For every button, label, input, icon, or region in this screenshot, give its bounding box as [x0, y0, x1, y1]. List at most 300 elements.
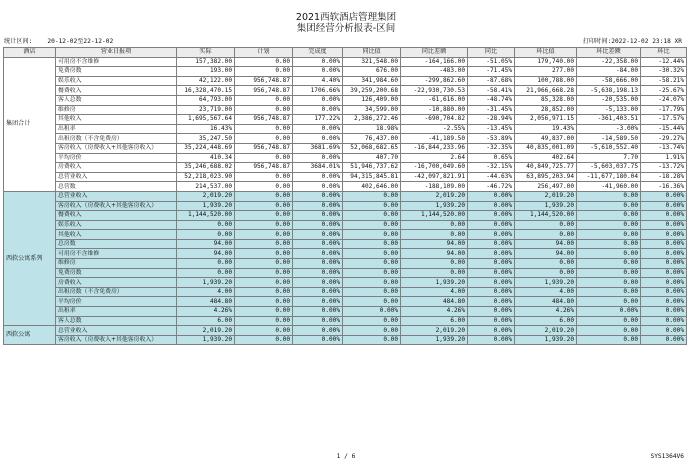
- cell-value: 0.00: [401, 268, 468, 278]
- cell-value: -58.41%: [468, 86, 515, 96]
- cell-value: 0.00%: [468, 191, 515, 201]
- cell-value: 0.00%: [293, 105, 343, 115]
- cell-value: 2,019.20: [401, 191, 468, 201]
- row-item-label: 免费房数: [56, 67, 177, 77]
- cell-value: -42,097,821.91: [401, 172, 468, 182]
- cell-value: 0.00: [577, 211, 641, 221]
- cell-value: 4.26%: [515, 307, 577, 317]
- cell-value: 34,599.00: [343, 105, 401, 115]
- row-item-label: 维修房: [56, 259, 177, 269]
- report-table: [3, 47, 687, 345]
- row-item-label: 出租率: [56, 307, 177, 317]
- group-collection-total: [4, 57, 687, 191]
- table-row: [4, 182, 687, 192]
- row-item-label: 客房收入（房费收入+其他客房收入）: [56, 201, 177, 211]
- cell-value: 0.00: [235, 230, 293, 240]
- row-item-label: 餐费收入: [56, 86, 177, 96]
- cell-value: 6.00: [401, 316, 468, 326]
- cell-value: 0.00%: [468, 278, 515, 288]
- cell-value: 0.00: [577, 191, 641, 201]
- cell-value: 0.00: [577, 230, 641, 240]
- column-header: 环比差额: [577, 48, 641, 58]
- cell-value: 0.00%: [468, 297, 515, 307]
- cell-value: 1,144,520.00: [177, 211, 235, 221]
- cell-value: 51,946,737.62: [343, 163, 401, 173]
- cell-value: 0.00%: [293, 278, 343, 288]
- cell-value: 0.00%: [641, 249, 687, 259]
- table-row: [4, 57, 687, 67]
- row-item-label: 其他收入: [56, 115, 177, 125]
- cell-value: -61,616.00: [401, 95, 468, 105]
- cell-value: 0.00: [235, 105, 293, 115]
- cell-value: 1,144,520.00: [401, 211, 468, 221]
- cell-value: 0.00: [177, 268, 235, 278]
- table-row: [4, 124, 687, 134]
- cell-value: 956,748.87: [235, 163, 293, 173]
- cell-value: 6.00: [515, 316, 577, 326]
- cell-value: 0.00: [343, 249, 401, 259]
- cell-value: 0.00: [577, 249, 641, 259]
- cell-value: 177.22%: [293, 115, 343, 125]
- cell-value: 16,328,470.15: [177, 86, 235, 96]
- cell-value: 42,122.00: [177, 76, 235, 86]
- cell-value: 40,835,001.09: [515, 143, 577, 153]
- cell-value: 0.00: [577, 201, 641, 211]
- cell-value: 6.00: [177, 316, 235, 326]
- cell-value: 1,939.20: [177, 201, 235, 211]
- cell-value: 0.00: [235, 124, 293, 134]
- cell-value: 1,939.20: [401, 278, 468, 288]
- table-row: [4, 259, 687, 269]
- report-subtitle: 集团经营分析报表-区间: [296, 23, 396, 34]
- cell-value: 2,019.20: [177, 191, 235, 201]
- table-row: [4, 86, 687, 96]
- column-header: 环比值: [515, 48, 577, 58]
- cell-value: 0.00%: [293, 326, 343, 336]
- cell-value: 1,939.20: [401, 335, 468, 345]
- cell-value: -46.72%: [468, 182, 515, 192]
- cell-value: 0.00: [235, 153, 293, 163]
- cell-value: -14,589.50: [577, 134, 641, 144]
- cell-value: 4.26%: [177, 307, 235, 317]
- table-row: [4, 297, 687, 307]
- cell-value: 676.00: [343, 67, 401, 77]
- cell-value: 1,939.20: [515, 278, 577, 288]
- cell-value: 0.00%: [641, 307, 687, 317]
- cell-value: 94.00: [401, 239, 468, 249]
- cell-value: 1,939.20: [401, 201, 468, 211]
- cell-value: 94.00: [515, 239, 577, 249]
- cell-value: 0.00: [343, 297, 401, 307]
- cell-value: 0.00: [577, 316, 641, 326]
- cell-value: 0.00: [343, 191, 401, 201]
- table-row: [4, 211, 687, 221]
- cell-value: 0.65%: [468, 153, 515, 163]
- cell-value: 64,793.00: [177, 95, 235, 105]
- row-item-label: 总房数: [56, 239, 177, 249]
- cell-value: -30.32%: [641, 67, 687, 77]
- cell-value: 0.00: [235, 201, 293, 211]
- table-row: [4, 201, 687, 211]
- row-item-label: 平均房价: [56, 297, 177, 307]
- cell-value: 0.00: [235, 335, 293, 345]
- cell-value: 0.00: [343, 201, 401, 211]
- cell-value: 484.80: [515, 297, 577, 307]
- cell-value: 0.00: [401, 259, 468, 269]
- row-item-label: 可用房不含维修: [56, 249, 177, 259]
- cell-value: 321,548.00: [343, 57, 401, 67]
- row-item-label: 娱乐收入: [56, 220, 177, 230]
- cell-value: 35,224,448.69: [177, 143, 235, 153]
- table-row: [4, 95, 687, 105]
- cell-value: 1,939.20: [515, 201, 577, 211]
- cell-value: -11,677,180.04: [577, 172, 641, 182]
- cell-value: 0.00: [235, 220, 293, 230]
- cell-value: 4.40%: [293, 76, 343, 86]
- cell-value: 21,966,668.28: [515, 86, 577, 96]
- cell-value: 157,382.00: [177, 57, 235, 67]
- cell-value: -41,960.00: [577, 182, 641, 192]
- cell-value: -12.44%: [641, 57, 687, 67]
- cell-value: 0.00: [343, 259, 401, 269]
- cell-value: 0.00: [577, 287, 641, 297]
- row-item-label: 餐费收入: [56, 211, 177, 221]
- cell-value: 0.00: [235, 134, 293, 144]
- cell-value: 0.00%: [293, 134, 343, 144]
- row-item-label: 平均房价: [56, 153, 177, 163]
- cell-value: 63,895,203.94: [515, 172, 577, 182]
- cell-value: -84.00: [577, 67, 641, 77]
- column-header: 营业日报项: [56, 48, 177, 58]
- cell-value: -22,358.00: [577, 57, 641, 67]
- cell-value: 0.00: [577, 335, 641, 345]
- table-row: [4, 307, 687, 317]
- cell-value: 0.00: [235, 259, 293, 269]
- table-row: [4, 316, 687, 326]
- cell-value: 193.00: [177, 67, 235, 77]
- cell-value: -87.68%: [468, 76, 515, 86]
- cell-value: 0.00: [515, 230, 577, 240]
- cell-value: 4.00: [515, 287, 577, 297]
- cell-value: 0.00: [577, 220, 641, 230]
- row-item-label: 出租率: [56, 124, 177, 134]
- cell-value: -299,862.60: [401, 76, 468, 86]
- table-row: [4, 239, 687, 249]
- cell-value: 0.00: [235, 172, 293, 182]
- row-item-label: 房费收入: [56, 278, 177, 288]
- table-row: [4, 191, 687, 201]
- cell-value: -13.74%: [641, 143, 687, 153]
- cell-value: 28,852.00: [515, 105, 577, 115]
- cell-value: 256,497.00: [515, 182, 577, 192]
- cell-value: 0.00%: [468, 307, 515, 317]
- cell-value: -25.67%: [641, 86, 687, 96]
- cell-value: 0.00%: [293, 124, 343, 134]
- cell-value: 0.00%: [641, 316, 687, 326]
- cell-value: 40,849,725.77: [515, 163, 577, 173]
- cell-value: 0.00%: [293, 335, 343, 345]
- cell-value: 0.00: [235, 316, 293, 326]
- row-item-label: 房费收入: [56, 163, 177, 173]
- cell-value: -20,535.00: [577, 95, 641, 105]
- print-label: 打印时间:: [582, 38, 612, 45]
- column-header: 同比: [468, 48, 515, 58]
- cell-value: -164,166.00: [401, 57, 468, 67]
- print-value: 2022-12-02 23:18 XR: [611, 38, 682, 45]
- cell-value: 0.00: [343, 335, 401, 345]
- cell-value: 0.00%: [641, 191, 687, 201]
- cell-value: 0.00: [577, 326, 641, 336]
- cell-value: 0.00%: [641, 287, 687, 297]
- table-row: [4, 134, 687, 144]
- table-row: [4, 67, 687, 77]
- period-value: 20-12-02至22-12-02: [47, 38, 114, 45]
- cell-value: 0.00%: [293, 239, 343, 249]
- cell-value: 3681.69%: [293, 143, 343, 153]
- cell-value: -24.07%: [641, 95, 687, 105]
- table-row: [4, 76, 687, 86]
- report-title: 2021西软酒店管理集团: [295, 12, 397, 23]
- cell-value: 18.98%: [343, 124, 401, 134]
- cell-value: 0.00%: [293, 268, 343, 278]
- cell-value: 0.00%: [641, 201, 687, 211]
- cell-value: 1,939.20: [177, 278, 235, 288]
- cell-value: 0.00: [343, 278, 401, 288]
- cell-value: 23,719.00: [177, 105, 235, 115]
- column-header: 酒店: [4, 48, 56, 58]
- cell-value: 214,537.00: [177, 182, 235, 192]
- table-row: [4, 287, 687, 297]
- table-row: [4, 115, 687, 125]
- cell-value: 0.00: [235, 95, 293, 105]
- cell-value: 126,409.00: [343, 95, 401, 105]
- cell-value: 0.00%: [468, 268, 515, 278]
- cell-value: -3.00%: [577, 124, 641, 134]
- row-item-label: 客房收入（房费收入+其他客房收入）: [56, 143, 177, 153]
- row-item-label: 总营数: [56, 182, 177, 192]
- cell-value: 0.00%: [293, 316, 343, 326]
- cell-value: 484.80: [401, 297, 468, 307]
- cell-value: 0.00%: [641, 326, 687, 336]
- cell-value: 7.70: [577, 153, 641, 163]
- cell-value: 2,019.20: [401, 326, 468, 336]
- cell-value: 0.00: [577, 297, 641, 307]
- cell-value: 0.00%: [468, 211, 515, 221]
- row-item-label: 其他收入: [56, 230, 177, 240]
- cell-value: 341,984.60: [343, 76, 401, 86]
- cell-value: 1,939.20: [177, 335, 235, 345]
- column-header: 完成度: [293, 48, 343, 58]
- cell-value: 0.00%: [641, 211, 687, 221]
- cell-value: 0.00%: [293, 230, 343, 240]
- cell-value: -17.79%: [641, 105, 687, 115]
- cell-value: -51.05%: [468, 57, 515, 67]
- cell-value: 0.00: [401, 220, 468, 230]
- cell-value: 0.00: [515, 220, 577, 230]
- cell-value: 0.00: [577, 239, 641, 249]
- cell-value: 0.00: [577, 278, 641, 288]
- cell-value: 94,315,845.81: [343, 172, 401, 182]
- cell-value: 0.00%: [293, 287, 343, 297]
- column-header: 同比差额: [401, 48, 468, 58]
- cell-value: -17.57%: [641, 115, 687, 125]
- cell-value: 2,019.20: [515, 191, 577, 201]
- cell-value: -29.27%: [641, 134, 687, 144]
- cell-value: 49,837.00: [515, 134, 577, 144]
- cell-value: 0.00: [343, 211, 401, 221]
- row-item-label: 可用房不含维修: [56, 57, 177, 67]
- cell-value: 4.26%: [401, 307, 468, 317]
- cell-value: 0.00: [343, 326, 401, 336]
- cell-value: 484.80: [177, 297, 235, 307]
- cell-value: 956,748.87: [235, 143, 293, 153]
- cell-value: -41,189.50: [401, 134, 468, 144]
- cell-value: 2,386,272.46: [343, 115, 401, 125]
- cell-value: 0.00: [235, 211, 293, 221]
- cell-value: 0.00%: [641, 259, 687, 269]
- hotel-group-name: 西软公寓系列: [4, 191, 56, 325]
- cell-value: 0.00%: [293, 191, 343, 201]
- cell-value: 76,437.00: [343, 134, 401, 144]
- group-xisoft-apartment-series: [4, 191, 687, 325]
- cell-value: 0.00%: [468, 287, 515, 297]
- row-item-label: 总营业收入: [56, 172, 177, 182]
- column-header: 同比值: [343, 48, 401, 58]
- cell-value: 402.64: [515, 153, 577, 163]
- column-header: 计划: [235, 48, 293, 58]
- cell-value: 0.00%: [641, 239, 687, 249]
- cell-value: 0.00: [177, 259, 235, 269]
- cell-value: 94.00: [401, 249, 468, 259]
- cell-value: -16,844,233.96: [401, 143, 468, 153]
- cell-value: 39,259,200.68: [343, 86, 401, 96]
- cell-value: 2,056,971.15: [515, 115, 577, 125]
- cell-value: 0.00%: [468, 316, 515, 326]
- cell-value: 407.70: [343, 153, 401, 163]
- table-row: [4, 335, 687, 345]
- cell-value: 0.00: [343, 239, 401, 249]
- period-info: [4, 38, 113, 46]
- cell-value: 0.00%: [468, 201, 515, 211]
- cell-value: 0.00: [235, 297, 293, 307]
- cell-value: 0.00: [343, 287, 401, 297]
- cell-value: -5,638,198.13: [577, 86, 641, 96]
- cell-value: -10,880.00: [401, 105, 468, 115]
- cell-value: 179,740.00: [515, 57, 577, 67]
- row-item-label: 总营业收入: [56, 326, 177, 336]
- row-item-label: 娱乐收入: [56, 76, 177, 86]
- cell-value: 1,695,567.64: [177, 115, 235, 125]
- cell-value: 0.00%: [641, 268, 687, 278]
- cell-value: 0.00: [235, 268, 293, 278]
- page-number: 1 / 6: [336, 453, 356, 460]
- cell-value: 0.00%: [293, 297, 343, 307]
- cell-value: 94.00: [177, 249, 235, 259]
- cell-value: 0.00%: [468, 326, 515, 336]
- cell-value: 0.00%: [641, 278, 687, 288]
- cell-value: 0.00%: [641, 220, 687, 230]
- cell-value: 0.00: [235, 307, 293, 317]
- cell-value: 0.00%: [577, 307, 641, 317]
- table-row: [4, 278, 687, 288]
- cell-value: 35,247.50: [177, 134, 235, 144]
- row-item-label: 客人总数: [56, 316, 177, 326]
- cell-value: 0.00: [515, 268, 577, 278]
- row-item-label: 出租房数（不含免费房）: [56, 287, 177, 297]
- cell-value: -361,403.51: [577, 115, 641, 125]
- table-row: [4, 249, 687, 259]
- cell-value: 0.00%: [293, 211, 343, 221]
- cell-value: -58,666.00: [577, 76, 641, 86]
- cell-value: -188,109.00: [401, 182, 468, 192]
- hotel-group-name: 集团合计: [4, 57, 56, 191]
- cell-value: 0.00: [343, 220, 401, 230]
- cell-value: 0.00%: [468, 230, 515, 240]
- cell-value: 0.00%: [343, 307, 401, 317]
- cell-value: 0.00%: [293, 57, 343, 67]
- cell-value: 16.43%: [177, 124, 235, 134]
- cell-value: 100,788.00: [515, 76, 577, 86]
- report-code: SYS1364V6: [650, 453, 684, 460]
- table-row: [4, 220, 687, 230]
- table-row: [4, 230, 687, 240]
- table-row: [4, 143, 687, 153]
- cell-value: 0.00: [343, 316, 401, 326]
- cell-value: 0.00: [177, 230, 235, 240]
- cell-value: 0.00%: [293, 182, 343, 192]
- row-item-label: 客人总数: [56, 95, 177, 105]
- cell-value: 0.00: [343, 268, 401, 278]
- cell-value: 956,748.87: [235, 86, 293, 96]
- cell-value: 0.00: [235, 287, 293, 297]
- cell-value: 1706.66%: [293, 86, 343, 96]
- table-row: [4, 153, 687, 163]
- row-item-label: 出租房数（不含免费房）: [56, 134, 177, 144]
- cell-value: -15.44%: [641, 124, 687, 134]
- cell-value: 4.00: [401, 287, 468, 297]
- column-header: 实际: [177, 48, 235, 58]
- cell-value: 0.00: [401, 230, 468, 240]
- table-row: [4, 172, 687, 182]
- row-item-label: 总营业收入: [56, 191, 177, 201]
- cell-value: 956,748.87: [235, 115, 293, 125]
- cell-value: -16,700,049.60: [401, 163, 468, 173]
- cell-value: 0.00%: [293, 67, 343, 77]
- cell-value: 0.00%: [293, 201, 343, 211]
- cell-value: -32.35%: [468, 143, 515, 153]
- cell-value: 0.00: [235, 278, 293, 288]
- cell-value: 402,646.00: [343, 182, 401, 192]
- cell-value: 52,218,023.90: [177, 172, 235, 182]
- cell-value: -5,133.00: [577, 105, 641, 115]
- table-row: [4, 268, 687, 278]
- cell-value: -690,704.82: [401, 115, 468, 125]
- cell-value: 0.00%: [293, 307, 343, 317]
- cell-value: 0.00%: [641, 297, 687, 307]
- cell-value: 0.00%: [293, 95, 343, 105]
- cell-value: -483.00: [401, 67, 468, 77]
- cell-value: 3684.01%: [293, 163, 343, 173]
- table-row: [4, 326, 687, 336]
- cell-value: 0.00%: [641, 335, 687, 345]
- print-info: [583, 38, 682, 46]
- cell-value: 0.00%: [468, 335, 515, 345]
- row-item-label: 客房收入（房费收入+其他客房收入）: [56, 335, 177, 345]
- cell-value: 0.00: [515, 259, 577, 269]
- cell-value: -32.15%: [468, 163, 515, 173]
- cell-value: -5,610,552.40: [577, 143, 641, 153]
- cell-value: 94.00: [515, 249, 577, 259]
